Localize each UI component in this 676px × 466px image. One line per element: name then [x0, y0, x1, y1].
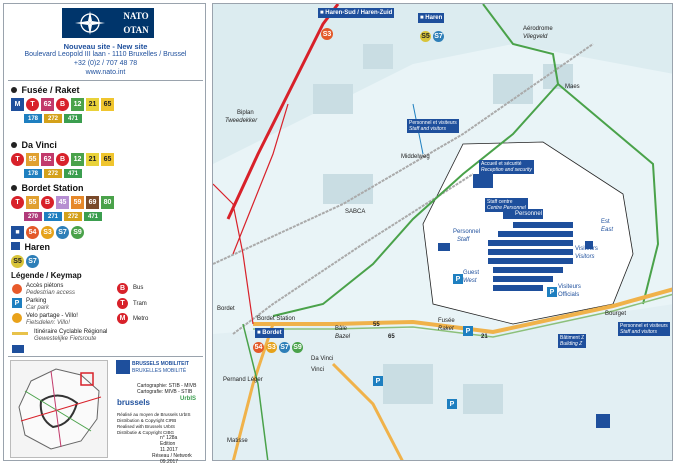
- line-number-55: 55: [373, 322, 380, 328]
- metro-icon: M: [117, 313, 128, 324]
- tram-icon: T: [117, 298, 128, 309]
- web-line: www.nato.int: [85, 69, 126, 76]
- line-badge: 54: [254, 344, 263, 351]
- line-badge: 45: [56, 196, 69, 209]
- bordet-map-lines: [253, 342, 303, 353]
- stop-title-bordet: [11, 183, 84, 193]
- stop-dot-icon: [11, 185, 17, 191]
- bordet-lines-row3: [11, 226, 84, 239]
- line-number-65: 65: [388, 334, 395, 340]
- legend-pedestrian: [26, 283, 75, 297]
- bike-icon: [12, 313, 22, 323]
- line-badge: 471: [84, 212, 102, 221]
- line-badge: T: [11, 153, 24, 166]
- tag-line: Staff centre: [487, 199, 513, 205]
- parking-icon[interactable]: P: [453, 274, 463, 284]
- stop-dot-icon: [11, 87, 17, 93]
- line-badge: 55: [26, 196, 39, 209]
- reseau-date: 09.2017: [160, 459, 179, 465]
- bm-title: BRUSSELS MOBILITEIT: [132, 361, 189, 367]
- otan-word: OTAN: [123, 25, 149, 35]
- stop-label: Haren: [425, 15, 443, 21]
- line-badge: 65: [101, 98, 114, 111]
- tag-line: Personnel et visiteurs: [620, 323, 668, 329]
- line-badge: B: [56, 98, 69, 111]
- haren-lines: [11, 255, 39, 268]
- tag-entrance: [479, 160, 534, 174]
- line-badge: S7: [26, 255, 39, 268]
- line-badge: 55: [26, 153, 39, 166]
- stop-name: Bordet Station: [21, 183, 84, 193]
- label-middelweg: Middelweg: [401, 154, 430, 160]
- train-icon: ■: [257, 330, 261, 336]
- line-badge: 62: [41, 153, 54, 166]
- line-badge: B: [41, 196, 54, 209]
- edition-label: Edition: [160, 441, 176, 447]
- divider: [8, 356, 203, 357]
- line-badge: 69: [86, 196, 99, 209]
- stop-name: Da Vinci: [21, 140, 57, 150]
- stop-label: Bordet: [262, 330, 282, 336]
- train-icon: ■: [320, 10, 324, 16]
- label-visitors: Visitors: [575, 254, 595, 260]
- bm-sub: BRUXELLES MOBILITÉ: [132, 368, 187, 374]
- cycle-route-swatch: [12, 332, 28, 335]
- parking-icon[interactable]: P: [373, 376, 383, 386]
- label-vinci: Vinci: [311, 367, 324, 373]
- line-badge: S5: [421, 33, 430, 40]
- label-bordet-station-map: Bordet: [217, 306, 235, 312]
- legend-sub: Fietsdelen: Villo!: [26, 320, 70, 326]
- line-badge: S3: [267, 344, 276, 351]
- label-bordet-station: Bordet Station: [257, 316, 296, 322]
- realised-line: Realised with Brussels UrbIS: [117, 424, 176, 429]
- label-est: Est: [601, 219, 610, 225]
- overview-minimap: [10, 360, 108, 458]
- label-east: East: [601, 227, 614, 233]
- tag-line: Accueil et sécurité: [481, 161, 522, 167]
- metro-icon: M: [11, 98, 24, 111]
- edition-date: 11.2017: [160, 447, 178, 453]
- realise-line: Réalisé au moyen de Brussels UrbIS: [117, 412, 191, 417]
- line-badge: S3: [41, 226, 54, 239]
- pedestrian-icon: [12, 284, 22, 294]
- line-badge: 178: [24, 169, 42, 178]
- line-badge: 471: [64, 169, 82, 178]
- brussels-wordmark: brussels: [117, 398, 150, 407]
- carto-line1: Cartographie: STIB - MIVB: [137, 383, 197, 389]
- line-badge: T: [26, 98, 39, 111]
- bordet-lines-row1: [11, 196, 114, 209]
- label-visiteurs-2: Visiteurs: [558, 284, 581, 290]
- line-badge: 12: [71, 98, 84, 111]
- parking-icon[interactable]: P: [547, 287, 557, 297]
- train-icon: ■: [420, 15, 424, 21]
- line-badge: 272: [44, 114, 62, 123]
- tag-line: Staff and visitors: [409, 126, 446, 132]
- tag-line: Staff and visitors: [620, 329, 657, 335]
- label-staff: Staff: [457, 237, 470, 243]
- bordet-stop-box[interactable]: [255, 328, 284, 338]
- brussels-mobility-logo: [116, 360, 130, 374]
- label-pernand: Pernand Léger: [223, 377, 263, 383]
- line-badge: 272: [64, 212, 82, 221]
- line-badge: S9: [293, 344, 302, 351]
- legend-cycle: [34, 329, 107, 343]
- label-fusee: Fusée: [438, 318, 455, 324]
- tag-line: Bâtiment Z: [560, 335, 585, 341]
- urbis-logo: UrbIS: [180, 396, 197, 402]
- legend-bus: Bus: [133, 285, 144, 291]
- davinci-lines-row2: [24, 169, 82, 178]
- legend-villo: [26, 313, 78, 327]
- label-visiteurs: Visiteurs: [575, 246, 598, 252]
- nato-compass-icon: [62, 8, 118, 38]
- stop-label: Haren-Sud / Haren-Zuid: [325, 10, 393, 16]
- haren-stop-box[interactable]: [418, 13, 444, 23]
- new-site-title: Nouveau site - New site: [63, 42, 148, 51]
- line-badge: 21: [86, 98, 99, 111]
- label-bourget: Bourget: [605, 311, 627, 317]
- train-icon: ■: [11, 226, 24, 239]
- legend-sub: Pedestrian access: [26, 290, 76, 296]
- legend-sub: Car park: [26, 305, 50, 311]
- tag-staff-visitors-north: [407, 119, 459, 133]
- line-badge: S7: [434, 33, 443, 40]
- train-station-icon: [12, 345, 24, 353]
- tag-staff-centre: [485, 198, 528, 212]
- legend-title: Légende / Keymap: [11, 271, 82, 280]
- label-maes: Maes: [565, 84, 580, 90]
- map-number: n° 128a: [160, 435, 178, 441]
- label-tweedekker: Tweedekker: [225, 118, 258, 124]
- label-vliegveld: Vliegveld: [523, 34, 548, 40]
- label-sabca: SABCA: [345, 209, 366, 215]
- tag-staff-visitors-east: [618, 322, 670, 336]
- stop-name: Fusée / Raket: [21, 85, 80, 95]
- line-badge: 65: [101, 153, 114, 166]
- line-badge: 80: [101, 196, 114, 209]
- distr2-line: Distributie & Copyright CIBG: [117, 430, 175, 435]
- line-badge: 270: [24, 212, 42, 221]
- label-da-vinci: Da Vinci: [311, 356, 334, 362]
- parking-icon[interactable]: P: [447, 399, 457, 409]
- line-badge: 59: [71, 196, 84, 209]
- line-badge: 272: [44, 169, 62, 178]
- tag-line: Building Z: [560, 341, 583, 347]
- area-map[interactable]: [212, 3, 673, 461]
- parking-icon[interactable]: P: [463, 326, 473, 336]
- label-biplan: Biplan: [237, 110, 254, 116]
- legend-label: Accès piétons: [26, 283, 64, 289]
- divider: [8, 80, 203, 81]
- label-raket: Raket: [438, 326, 454, 332]
- label-bale: Bâle: [335, 326, 348, 332]
- nato-otan-wordmark: [118, 8, 154, 38]
- legend-tram: Tram: [133, 301, 147, 307]
- stop-title-haren: [11, 242, 50, 252]
- label-guest: Guest: [463, 270, 480, 276]
- stop-name: Haren: [24, 242, 51, 252]
- reseau-label: Réseau / Network: [152, 453, 192, 459]
- nato-word: NATO: [123, 11, 149, 21]
- nato-logo: [62, 8, 118, 38]
- legend-label: Parking: [26, 298, 47, 304]
- tag-building-z: [558, 334, 586, 348]
- label-matisse: Matisse: [227, 438, 248, 444]
- line-badge: 21: [86, 153, 99, 166]
- label-personnel: Personnel: [453, 229, 481, 235]
- legend-label: Velo partage - Villo!: [26, 313, 78, 319]
- line-badge: S5: [11, 255, 24, 268]
- line-badge: T: [11, 196, 24, 209]
- carto-line2: Cartografie: MIVB - STIB: [137, 389, 193, 395]
- haren-sud-stop-box[interactable]: [318, 8, 394, 18]
- haren-map-lines: [420, 31, 444, 42]
- tag-line: Reception and security: [481, 167, 532, 173]
- phone-line: +32 (0)2 / 707 48 78: [73, 60, 138, 67]
- label-west: West: [463, 278, 477, 284]
- line-badge: 271: [44, 212, 62, 221]
- line-badge: 12: [71, 153, 84, 166]
- address-line: Boulevard Leopold III laan - 1110 Bruxelles / Brussel: [24, 51, 187, 58]
- line-badge: 471: [64, 114, 82, 123]
- label-aerodrome: Aérodrome: [523, 26, 553, 32]
- stop-dot-icon: [11, 142, 17, 148]
- line-badge: S7: [56, 226, 69, 239]
- distr-line: Distribution & Copyright CIRB: [117, 418, 177, 423]
- train-icon: [11, 242, 20, 250]
- sidebar-legend: [3, 3, 206, 465]
- parking-icon: P: [12, 298, 22, 308]
- line-number-21: 21: [481, 334, 488, 340]
- legend-label: Itinéraire Cyclable Régional: [34, 329, 108, 335]
- brussels-outline-icon: [11, 361, 107, 457]
- tag-line: Personnel et visiteurs: [409, 120, 457, 126]
- line-badge: 54: [26, 226, 39, 239]
- stop-title-fusee: [11, 85, 80, 95]
- legend-metro: Metro: [133, 316, 149, 322]
- fusee-lines-row2: [24, 114, 82, 123]
- label-personnel-2: Personnel: [515, 211, 543, 217]
- line-badge: S3: [321, 28, 333, 40]
- legend-sub: Gewestelijke Fietsroute: [34, 336, 97, 342]
- line-badge: S7: [280, 344, 289, 351]
- tag-line: Centre Personnel: [487, 205, 526, 211]
- label-bazel: Bazel: [335, 334, 351, 340]
- label-officials: Officials: [558, 292, 580, 298]
- stop-title-davinci: [11, 140, 57, 150]
- line-badge: S9: [71, 226, 84, 239]
- line-badge: 62: [41, 98, 54, 111]
- line-badge: B: [56, 153, 69, 166]
- bus-icon: B: [117, 283, 128, 294]
- line-badge: 178: [24, 114, 42, 123]
- bordet-lines-row2: [24, 212, 102, 221]
- davinci-lines-row1: [11, 153, 114, 166]
- legend-parking: [26, 298, 49, 312]
- fusee-lines-row1: [11, 98, 114, 111]
